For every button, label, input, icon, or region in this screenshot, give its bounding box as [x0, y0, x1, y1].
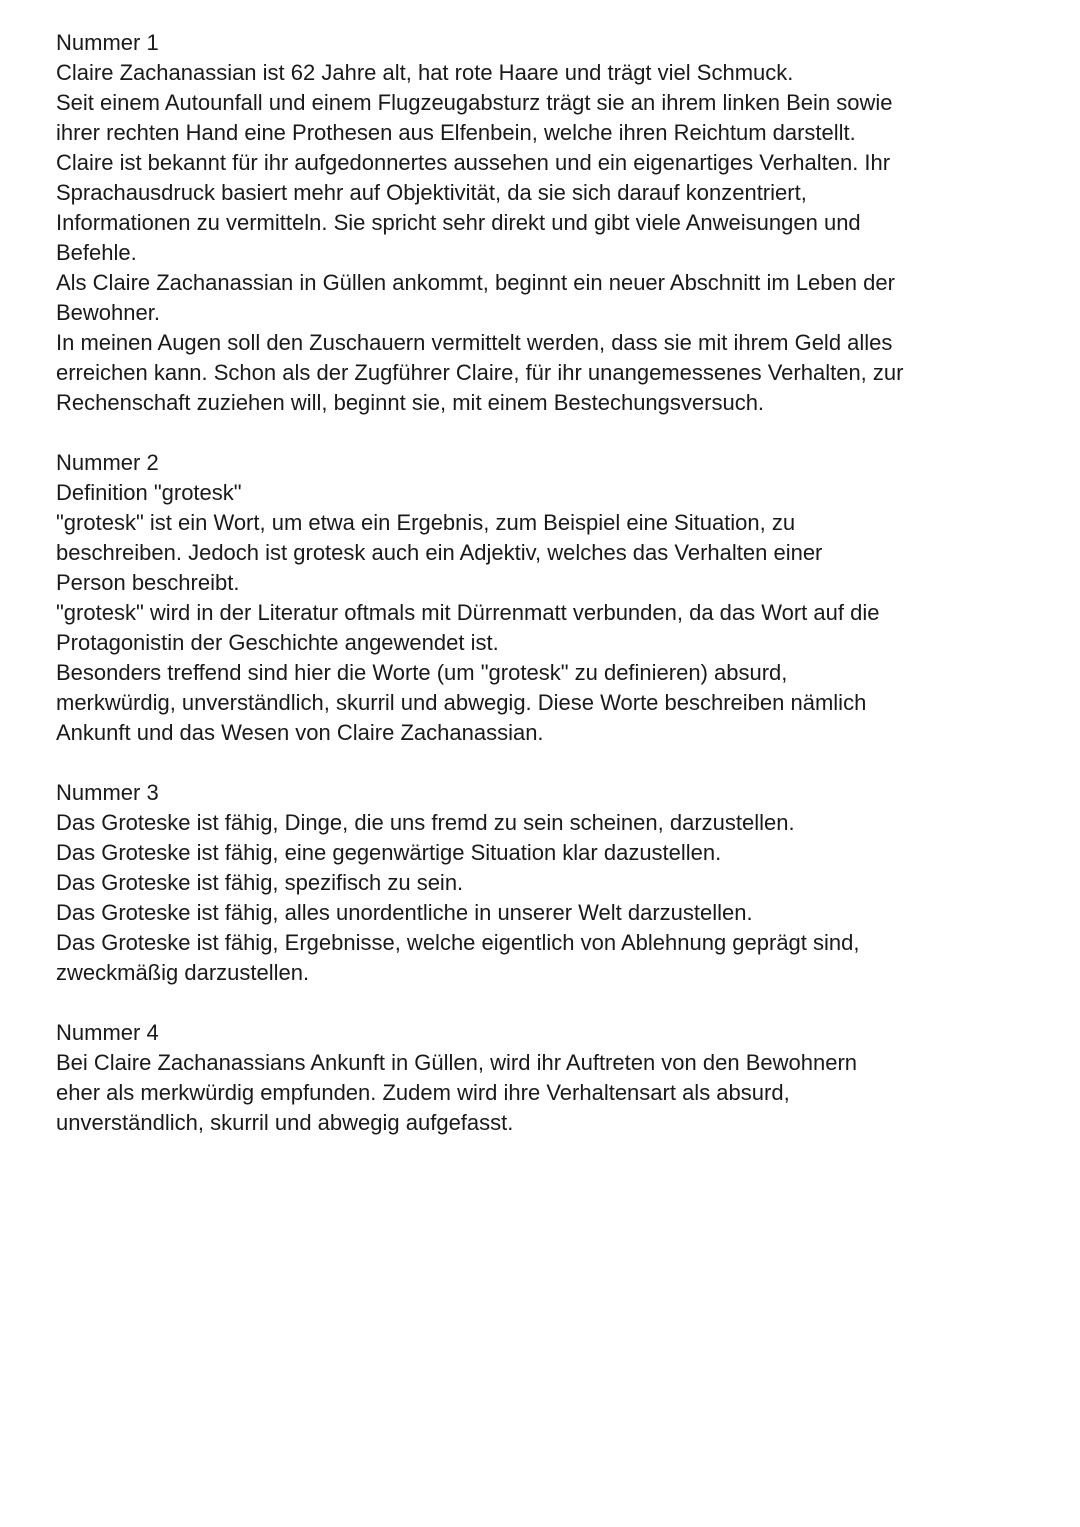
- section-nummer-3: [56, 778, 1040, 988]
- paragraph-line: Rechenschaft zuziehen will, beginnt sie, mit einem Bestechungsversuch.: [56, 390, 765, 415]
- paragraph-line: unverständlich, skurril und abwegig aufgefasst.: [56, 1110, 514, 1135]
- section-heading: Nummer 3: [56, 780, 159, 805]
- paragraph-line: Claire ist bekannt für ihr aufgedonnertes aussehen und ein eigenartiges Verhalten. Ihr: [56, 150, 891, 175]
- section-heading: Nummer 2: [56, 450, 159, 475]
- section-heading: Nummer 4: [56, 1020, 159, 1045]
- paragraph-line: eher als merkwürdig empfunden. Zudem wird ihre Verhaltensart als absurd,: [56, 1080, 790, 1105]
- paragraph-line: "grotesk" ist ein Wort, um etwa ein Ergebnis, zum Beispiel eine Situation, zu: [56, 510, 796, 535]
- paragraph-line: Bei Claire Zachanassians Ankunft in Güllen, wird ihr Auftreten von den Bewohnern: [56, 1050, 858, 1075]
- paragraph-line: merkwürdig, unverständlich, skurril und abwegig. Diese Worte beschreiben nämlich: [56, 690, 867, 715]
- paragraph-line: Das Groteske ist fähig, Ergebnisse, welche eigentlich von Ablehnung geprägt sind,: [56, 930, 860, 955]
- paragraph-line: Als Claire Zachanassian in Güllen ankommt, beginnt ein neuer Abschnitt im Leben der: [56, 270, 895, 295]
- paragraph-line: Sprachausdruck basiert mehr auf Objektivität, da sie sich darauf konzentriert,: [56, 180, 807, 205]
- paragraph-line: Besonders treffend sind hier die Worte (um "grotesk" zu definieren) absurd,: [56, 660, 788, 685]
- section-nummer-4: [56, 1018, 1040, 1138]
- paragraph-line: Das Groteske ist fähig, alles unordentliche in unserer Welt darzustellen.: [56, 900, 753, 925]
- paragraph-line: Bewohner.: [56, 300, 160, 325]
- paragraph-line: Protagonistin der Geschichte angewendet ist.: [56, 630, 499, 655]
- section-nummer-2: [56, 448, 1040, 748]
- paragraph-line: "grotesk" wird in der Literatur oftmals mit Dürrenmatt verbunden, da das Wort auf die: [56, 600, 880, 625]
- section-heading: Nummer 1: [56, 30, 159, 55]
- paragraph-line: Claire Zachanassian ist 62 Jahre alt, hat rote Haare und trägt viel Schmuck.: [56, 60, 794, 85]
- paragraph-line: ihrer rechten Hand eine Prothesen aus Elfenbein, welche ihren Reichtum darstellt.: [56, 120, 856, 145]
- paragraph-line: Das Groteske ist fähig, Dinge, die uns fremd zu sein scheinen, darzustellen.: [56, 810, 795, 835]
- paragraph-line: Seit einem Autounfall und einem Flugzeugabsturz trägt sie an ihrem linken Bein sowie: [56, 90, 893, 115]
- paragraph-line: Definition "grotesk": [56, 480, 242, 505]
- paragraph-line: erreichen kann. Schon als der Zugführer Claire, für ihr unangemessenes Verhalten, zur: [56, 360, 904, 385]
- paragraph-line: Ankunft und das Wesen von Claire Zachanassian.: [56, 720, 544, 745]
- paragraph-line: Das Groteske ist fähig, eine gegenwärtige Situation klar dazustellen.: [56, 840, 722, 865]
- paragraph-line: In meinen Augen soll den Zuschauern vermittelt werden, dass sie mit ihrem Geld alles: [56, 330, 893, 355]
- section-nummer-1: [56, 28, 1040, 418]
- paragraph-line: Person beschreibt.: [56, 570, 240, 595]
- paragraph-line: Befehle.: [56, 240, 137, 265]
- paragraph-line: beschreiben. Jedoch ist grotesk auch ein Adjektiv, welches das Verhalten einer: [56, 540, 823, 565]
- paragraph-line: Das Groteske ist fähig, spezifisch zu sein.: [56, 870, 464, 895]
- paragraph-line: zweckmäßig darzustellen.: [56, 960, 310, 985]
- paragraph-line: Informationen zu vermitteln. Sie spricht sehr direkt und gibt viele Anweisungen und: [56, 210, 861, 235]
